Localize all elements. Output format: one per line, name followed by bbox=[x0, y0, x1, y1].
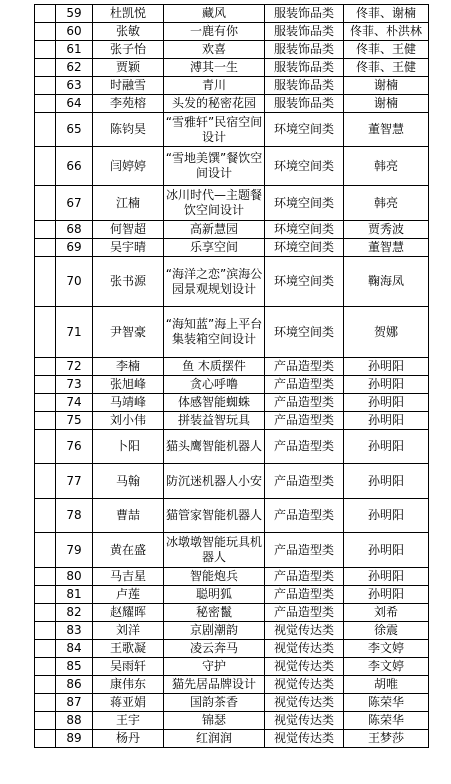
left-margin-cell bbox=[35, 394, 56, 412]
student-name-cell: 李楠 bbox=[93, 358, 164, 376]
work-title-cell: 锦瑟 bbox=[164, 712, 265, 730]
student-name-cell: 杜凯悦 bbox=[93, 5, 164, 23]
row-number-cell: 74 bbox=[56, 394, 93, 412]
work-title-cell: 青川 bbox=[164, 77, 265, 95]
work-title-cell: 京剧潮韵 bbox=[164, 622, 265, 640]
student-name-cell: 刘洋 bbox=[93, 622, 164, 640]
left-margin-cell bbox=[35, 604, 56, 622]
table-row bbox=[35, 257, 429, 307]
student-name-cell: 曹喆 bbox=[93, 499, 164, 533]
table-row bbox=[35, 147, 429, 186]
category-cell: 产品造型类 bbox=[265, 568, 344, 586]
left-margin-cell bbox=[35, 586, 56, 604]
student-name-cell: 吴宇晴 bbox=[93, 239, 164, 257]
student-name-cell: 马吉星 bbox=[93, 568, 164, 586]
category-cell: 环境空间类 bbox=[265, 307, 344, 358]
tutor-cell: 佟菲、谢楠 bbox=[344, 5, 429, 23]
left-margin-cell bbox=[35, 307, 56, 358]
category-cell: 环境空间类 bbox=[265, 147, 344, 186]
work-title-cell: 猫管家智能机器人 bbox=[164, 499, 265, 533]
category-cell: 产品造型类 bbox=[265, 430, 344, 464]
row-number-cell: 75 bbox=[56, 412, 93, 430]
table-body bbox=[35, 5, 429, 748]
tutor-cell: 王梦莎 bbox=[344, 730, 429, 748]
tutor-cell: 陈荣华 bbox=[344, 694, 429, 712]
table-row bbox=[35, 430, 429, 464]
tutor-cell: 李文婷 bbox=[344, 640, 429, 658]
tutor-cell: 佟菲、王健 bbox=[344, 59, 429, 77]
left-margin-cell bbox=[35, 113, 56, 147]
table-row bbox=[35, 533, 429, 568]
table-row bbox=[35, 376, 429, 394]
student-name-cell: 杨丹 bbox=[93, 730, 164, 748]
work-title-cell: 国韵茶香 bbox=[164, 694, 265, 712]
table-row bbox=[35, 307, 429, 358]
category-cell: 服装饰品类 bbox=[265, 41, 344, 59]
row-number-cell: 79 bbox=[56, 533, 93, 568]
category-cell: 产品造型类 bbox=[265, 604, 344, 622]
table-row bbox=[35, 221, 429, 239]
student-name-cell: 黄在盛 bbox=[93, 533, 164, 568]
left-margin-cell bbox=[35, 676, 56, 694]
left-margin-cell bbox=[35, 568, 56, 586]
category-cell: 环境空间类 bbox=[265, 113, 344, 147]
work-title-cell: 秘密鬣 bbox=[164, 604, 265, 622]
category-cell: 服装饰品类 bbox=[265, 5, 344, 23]
student-name-cell: 张子怡 bbox=[93, 41, 164, 59]
row-number-cell: 59 bbox=[56, 5, 93, 23]
student-name-cell: 王宇 bbox=[93, 712, 164, 730]
category-cell: 产品造型类 bbox=[265, 376, 344, 394]
work-title-cell: 守护 bbox=[164, 658, 265, 676]
work-title-cell: “雪雅轩”民宿空间设计 bbox=[164, 113, 265, 147]
tutor-cell: 孙明阳 bbox=[344, 394, 429, 412]
tutor-cell: 李文婷 bbox=[344, 658, 429, 676]
table-row bbox=[35, 412, 429, 430]
category-cell: 视觉传达类 bbox=[265, 712, 344, 730]
student-name-cell: 马靖峰 bbox=[93, 394, 164, 412]
award-roster-table bbox=[34, 4, 429, 748]
table-row bbox=[35, 568, 429, 586]
table-row bbox=[35, 658, 429, 676]
student-name-cell: 闫婷婷 bbox=[93, 147, 164, 186]
row-number-cell: 67 bbox=[56, 186, 93, 221]
table-row bbox=[35, 464, 429, 499]
work-title-cell: 头发的秘密花园 bbox=[164, 95, 265, 113]
tutor-cell: 孙明阳 bbox=[344, 376, 429, 394]
tutor-cell: 孙明阳 bbox=[344, 499, 429, 533]
row-number-cell: 64 bbox=[56, 95, 93, 113]
left-margin-cell bbox=[35, 640, 56, 658]
row-number-cell: 84 bbox=[56, 640, 93, 658]
student-name-cell: 何智超 bbox=[93, 221, 164, 239]
student-name-cell: 吴雨轩 bbox=[93, 658, 164, 676]
category-cell: 视觉传达类 bbox=[265, 694, 344, 712]
category-cell: 产品造型类 bbox=[265, 533, 344, 568]
left-margin-cell bbox=[35, 5, 56, 23]
student-name-cell: 卢莲 bbox=[93, 586, 164, 604]
work-title-cell: 高新慧园 bbox=[164, 221, 265, 239]
row-number-cell: 66 bbox=[56, 147, 93, 186]
category-cell: 视觉传达类 bbox=[265, 658, 344, 676]
work-title-cell: “雪地美馔”餐饮空间设计 bbox=[164, 147, 265, 186]
tutor-cell: 孙明阳 bbox=[344, 533, 429, 568]
category-cell: 环境空间类 bbox=[265, 239, 344, 257]
category-cell: 服装饰品类 bbox=[265, 77, 344, 95]
category-cell: 视觉传达类 bbox=[265, 676, 344, 694]
work-title-cell: 鱼 木质摆件 bbox=[164, 358, 265, 376]
student-name-cell: 时融雪 bbox=[93, 77, 164, 95]
row-number-cell: 71 bbox=[56, 307, 93, 358]
tutor-cell: 孙明阳 bbox=[344, 568, 429, 586]
left-margin-cell bbox=[35, 41, 56, 59]
tutor-cell: 贺娜 bbox=[344, 307, 429, 358]
tutor-cell: 孙明阳 bbox=[344, 358, 429, 376]
student-name-cell: 江楠 bbox=[93, 186, 164, 221]
student-name-cell: 赵耀晖 bbox=[93, 604, 164, 622]
student-name-cell: 康伟东 bbox=[93, 676, 164, 694]
student-name-cell: 尹智豪 bbox=[93, 307, 164, 358]
left-margin-cell bbox=[35, 147, 56, 186]
work-title-cell: 智能炮兵 bbox=[164, 568, 265, 586]
category-cell: 服装饰品类 bbox=[265, 95, 344, 113]
category-cell: 产品造型类 bbox=[265, 394, 344, 412]
left-margin-cell bbox=[35, 712, 56, 730]
work-title-cell: 猫先居品牌设计 bbox=[164, 676, 265, 694]
table-row bbox=[35, 586, 429, 604]
table-row bbox=[35, 77, 429, 95]
tutor-cell: 谢楠 bbox=[344, 77, 429, 95]
row-number-cell: 77 bbox=[56, 464, 93, 499]
tutor-cell: 韩亮 bbox=[344, 147, 429, 186]
table-row bbox=[35, 59, 429, 77]
tutor-cell: 韩亮 bbox=[344, 186, 429, 221]
work-title-cell: 聪明狐 bbox=[164, 586, 265, 604]
table-row bbox=[35, 186, 429, 221]
student-name-cell: 张书源 bbox=[93, 257, 164, 307]
table-row bbox=[35, 694, 429, 712]
work-title-cell: 欢喜 bbox=[164, 41, 265, 59]
table-row bbox=[35, 113, 429, 147]
row-number-cell: 65 bbox=[56, 113, 93, 147]
category-cell: 产品造型类 bbox=[265, 358, 344, 376]
work-title-cell: 拼装益智玩具 bbox=[164, 412, 265, 430]
category-cell: 视觉传达类 bbox=[265, 622, 344, 640]
work-title-cell: 一鹿有你 bbox=[164, 23, 265, 41]
student-name-cell: 刘小伟 bbox=[93, 412, 164, 430]
tutor-cell: 徐震 bbox=[344, 622, 429, 640]
work-title-cell: 贪心呼噜 bbox=[164, 376, 265, 394]
row-number-cell: 87 bbox=[56, 694, 93, 712]
student-name-cell: 蒋亚娟 bbox=[93, 694, 164, 712]
left-margin-cell bbox=[35, 358, 56, 376]
tutor-cell: 佟菲、朴洪林 bbox=[344, 23, 429, 41]
table-row bbox=[35, 499, 429, 533]
work-title-cell: 藏风 bbox=[164, 5, 265, 23]
work-title-cell: 冰川时代—主题餐饮空间设计 bbox=[164, 186, 265, 221]
work-title-cell: 乐享空间 bbox=[164, 239, 265, 257]
row-number-cell: 85 bbox=[56, 658, 93, 676]
work-title-cell: 体感智能蜘蛛 bbox=[164, 394, 265, 412]
work-title-cell: 凌云奔马 bbox=[164, 640, 265, 658]
table-row bbox=[35, 604, 429, 622]
row-number-cell: 83 bbox=[56, 622, 93, 640]
row-number-cell: 73 bbox=[56, 376, 93, 394]
table-row bbox=[35, 676, 429, 694]
student-name-cell: 李苑榕 bbox=[93, 95, 164, 113]
category-cell: 环境空间类 bbox=[265, 186, 344, 221]
table-row bbox=[35, 239, 429, 257]
work-title-cell: “海洋之恋”滨海公园景观规划设计 bbox=[164, 257, 265, 307]
row-number-cell: 88 bbox=[56, 712, 93, 730]
category-cell: 服装饰品类 bbox=[265, 23, 344, 41]
tutor-cell: 鞠海凤 bbox=[344, 257, 429, 307]
row-number-cell: 82 bbox=[56, 604, 93, 622]
work-title-cell: “海知蓝”海上平台集装箱空间设计 bbox=[164, 307, 265, 358]
row-number-cell: 61 bbox=[56, 41, 93, 59]
student-name-cell: 王歌凝 bbox=[93, 640, 164, 658]
left-margin-cell bbox=[35, 622, 56, 640]
student-name-cell: 卜阳 bbox=[93, 430, 164, 464]
work-title-cell: 溥其一生 bbox=[164, 59, 265, 77]
left-margin-cell bbox=[35, 430, 56, 464]
tutor-cell: 陈荣华 bbox=[344, 712, 429, 730]
tutor-cell: 董智慧 bbox=[344, 113, 429, 147]
left-margin-cell bbox=[35, 77, 56, 95]
table-row bbox=[35, 23, 429, 41]
left-margin-cell bbox=[35, 59, 56, 77]
category-cell: 视觉传达类 bbox=[265, 640, 344, 658]
table-row bbox=[35, 730, 429, 748]
work-title-cell: 冰墩墩智能玩具机器人 bbox=[164, 533, 265, 568]
student-name-cell: 陈钧昊 bbox=[93, 113, 164, 147]
row-number-cell: 86 bbox=[56, 676, 93, 694]
row-number-cell: 80 bbox=[56, 568, 93, 586]
left-margin-cell bbox=[35, 257, 56, 307]
row-number-cell: 89 bbox=[56, 730, 93, 748]
category-cell: 视觉传达类 bbox=[265, 730, 344, 748]
left-margin-cell bbox=[35, 412, 56, 430]
tutor-cell: 孙明阳 bbox=[344, 412, 429, 430]
row-number-cell: 68 bbox=[56, 221, 93, 239]
left-margin-cell bbox=[35, 376, 56, 394]
category-cell: 服装饰品类 bbox=[265, 59, 344, 77]
table-row bbox=[35, 394, 429, 412]
student-name-cell: 马翰 bbox=[93, 464, 164, 499]
left-margin-cell bbox=[35, 221, 56, 239]
left-margin-cell bbox=[35, 464, 56, 499]
table-row bbox=[35, 5, 429, 23]
row-number-cell: 72 bbox=[56, 358, 93, 376]
student-name-cell: 张敏 bbox=[93, 23, 164, 41]
left-margin-cell bbox=[35, 23, 56, 41]
table-row bbox=[35, 640, 429, 658]
tutor-cell: 孙明阳 bbox=[344, 586, 429, 604]
tutor-cell: 孙明阳 bbox=[344, 464, 429, 499]
table-row bbox=[35, 358, 429, 376]
row-number-cell: 76 bbox=[56, 430, 93, 464]
tutor-cell: 谢楠 bbox=[344, 95, 429, 113]
tutor-cell: 刘希 bbox=[344, 604, 429, 622]
category-cell: 环境空间类 bbox=[265, 221, 344, 239]
tutor-cell: 董智慧 bbox=[344, 239, 429, 257]
category-cell: 产品造型类 bbox=[265, 464, 344, 499]
tutor-cell: 佟菲、王健 bbox=[344, 41, 429, 59]
row-number-cell: 60 bbox=[56, 23, 93, 41]
table-row bbox=[35, 95, 429, 113]
left-margin-cell bbox=[35, 186, 56, 221]
row-number-cell: 81 bbox=[56, 586, 93, 604]
tutor-cell: 孙明阳 bbox=[344, 430, 429, 464]
category-cell: 产品造型类 bbox=[265, 412, 344, 430]
row-number-cell: 63 bbox=[56, 77, 93, 95]
left-margin-cell bbox=[35, 694, 56, 712]
work-title-cell: 猫头鹰智能机器人 bbox=[164, 430, 265, 464]
tutor-cell: 胡唯 bbox=[344, 676, 429, 694]
table-row bbox=[35, 41, 429, 59]
left-margin-cell bbox=[35, 95, 56, 113]
left-margin-cell bbox=[35, 533, 56, 568]
table-row bbox=[35, 622, 429, 640]
left-margin-cell bbox=[35, 499, 56, 533]
row-number-cell: 78 bbox=[56, 499, 93, 533]
category-cell: 产品造型类 bbox=[265, 499, 344, 533]
left-margin-cell bbox=[35, 239, 56, 257]
row-number-cell: 69 bbox=[56, 239, 93, 257]
left-margin-cell bbox=[35, 658, 56, 676]
left-margin-cell bbox=[35, 730, 56, 748]
category-cell: 产品造型类 bbox=[265, 586, 344, 604]
tutor-cell: 贾秀波 bbox=[344, 221, 429, 239]
category-cell: 环境空间类 bbox=[265, 257, 344, 307]
table-row bbox=[35, 712, 429, 730]
row-number-cell: 70 bbox=[56, 257, 93, 307]
student-name-cell: 贾颖 bbox=[93, 59, 164, 77]
work-title-cell: 防沉迷机器人小安 bbox=[164, 464, 265, 499]
work-title-cell: 红润润 bbox=[164, 730, 265, 748]
student-name-cell: 张旭峰 bbox=[93, 376, 164, 394]
row-number-cell: 62 bbox=[56, 59, 93, 77]
